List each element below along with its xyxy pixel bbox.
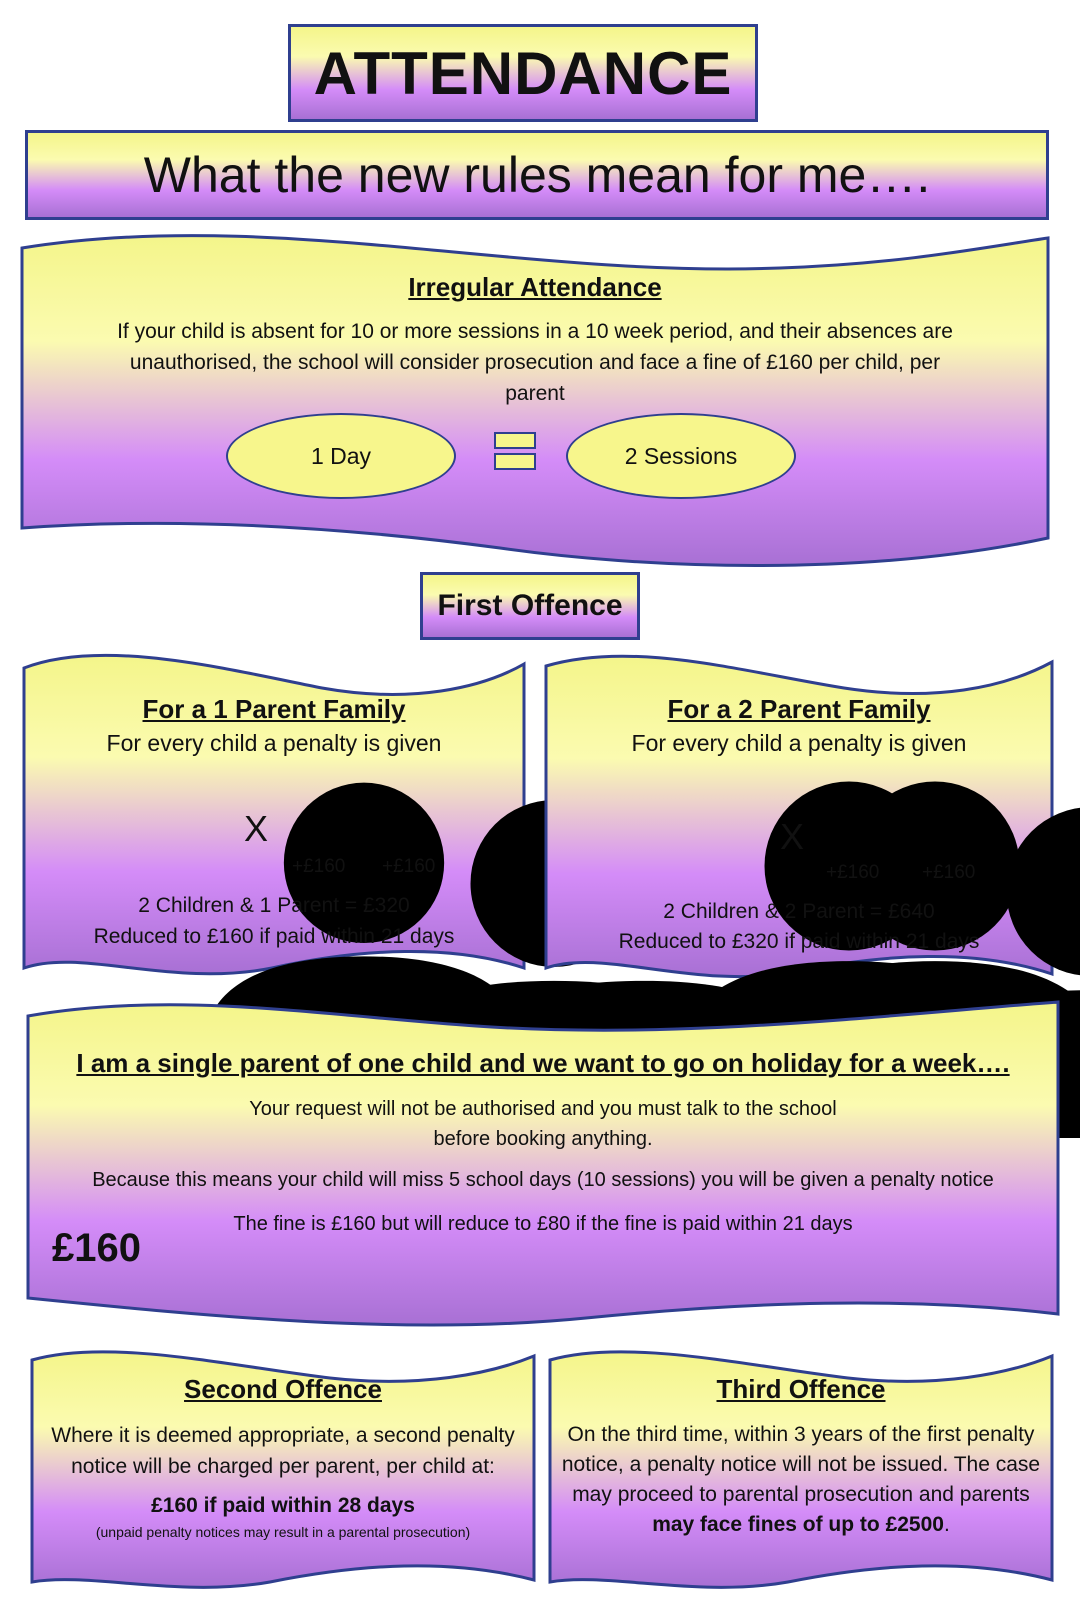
two-parent-sub: For every child a penalty is given bbox=[631, 730, 967, 756]
holiday-line-4: The fine is £160 but will reduce to £80 if the fine is paid within 21 days bbox=[233, 1213, 853, 1235]
page-title: ATTENDANCE bbox=[313, 39, 733, 107]
fee-label: +£160 bbox=[922, 862, 976, 883]
second-offence-fee: £160 if paid within 28 days bbox=[151, 1494, 415, 1517]
two-parent-reduced: Reduced to £320 if paid within 21 days bbox=[618, 930, 980, 953]
irregular-text bbox=[20, 316, 1050, 409]
times-symbol: X bbox=[244, 808, 269, 849]
second-offence-panel bbox=[30, 1344, 536, 1592]
holiday-scenario-panel bbox=[26, 996, 1060, 1334]
two-sessions-oval bbox=[566, 413, 796, 499]
irregular-line-2: unauthorised, the school will consider prosecution and face a fine of £160 per child, per bbox=[129, 351, 941, 374]
two-parent-panel bbox=[544, 648, 1054, 986]
holiday-line-2: before booking anything. bbox=[433, 1128, 653, 1150]
first-offence-banner bbox=[420, 572, 640, 640]
third-offence-line-1: On the third time, within 3 years of the first penalty bbox=[567, 1423, 1035, 1446]
third-offence-heading: Third Offence bbox=[716, 1374, 886, 1404]
third-offence-fine: may face fines of up to £2500 bbox=[652, 1513, 944, 1536]
one-day-oval bbox=[226, 413, 456, 499]
page-subtitle: What the new rules mean for me…. bbox=[143, 147, 931, 203]
one-parent-panel bbox=[22, 648, 526, 982]
fee-label: +£160 bbox=[382, 856, 436, 877]
second-offence-heading: Second Offence bbox=[184, 1374, 382, 1404]
subtitle-banner bbox=[25, 130, 1049, 220]
second-offence-text bbox=[30, 1420, 536, 1482]
fee-label: +£160 bbox=[826, 862, 880, 883]
irregular-line-1: If your child is absent for 10 or more sessions in a 10 week period, and their absences are bbox=[117, 320, 953, 343]
irregular-line-3: parent bbox=[505, 382, 565, 405]
third-offence-panel bbox=[548, 1344, 1054, 1592]
fine-amount: £160 bbox=[52, 1226, 141, 1270]
irregular-heading: Irregular Attendance bbox=[408, 272, 662, 302]
irregular-attendance-panel bbox=[20, 228, 1050, 566]
holiday-text bbox=[26, 1094, 1060, 1154]
second-offence-line-2: notice will be charged per parent, per child at: bbox=[71, 1455, 495, 1478]
third-offence-line-2: notice, a penalty notice will not be issued. The case bbox=[561, 1453, 1041, 1476]
holiday-heading: I am a single parent of one child and we want to go on holiday for a week…. bbox=[76, 1048, 1010, 1078]
holiday-line-1: Your request will not be authorised and you must talk to the school bbox=[249, 1098, 837, 1120]
equals-icon bbox=[494, 432, 536, 472]
one-parent-total: 2 Children & 1 Parent = £320 bbox=[138, 894, 410, 917]
title-banner bbox=[288, 24, 758, 122]
first-offence-label: First Offence bbox=[437, 589, 623, 622]
third-offence-end: . bbox=[943, 1513, 950, 1536]
second-offence-line-1: Where it is deemed appropriate, a second penalty bbox=[51, 1424, 515, 1447]
third-offence-text bbox=[548, 1420, 1054, 1540]
two-sessions-label: 2 Sessions bbox=[624, 442, 738, 469]
one-parent-sub: For every child a penalty is given bbox=[106, 730, 442, 756]
second-offence-note: (unpaid penalty notices may result in a parental prosecution) bbox=[95, 1524, 471, 1540]
fee-label: +£160 bbox=[292, 856, 346, 877]
one-parent-reduced: Reduced to £160 if paid within 21 days bbox=[93, 925, 455, 948]
two-parent-total: 2 Children & 2 Parent = £640 bbox=[663, 900, 935, 923]
times-symbol: X bbox=[780, 816, 805, 857]
holiday-line-3: Because this means your child will miss 5 school days (10 sessions) you will be given a penalty notice bbox=[92, 1169, 994, 1191]
third-offence-line-3: may proceed to parental prosecution and parents bbox=[572, 1483, 1030, 1506]
one-day-label: 1 Day bbox=[310, 442, 372, 469]
one-parent-heading: For a 1 Parent Family bbox=[142, 694, 406, 724]
third-offence-line-4 bbox=[548, 1510, 1054, 1540]
two-parent-heading: For a 2 Parent Family bbox=[667, 694, 931, 724]
